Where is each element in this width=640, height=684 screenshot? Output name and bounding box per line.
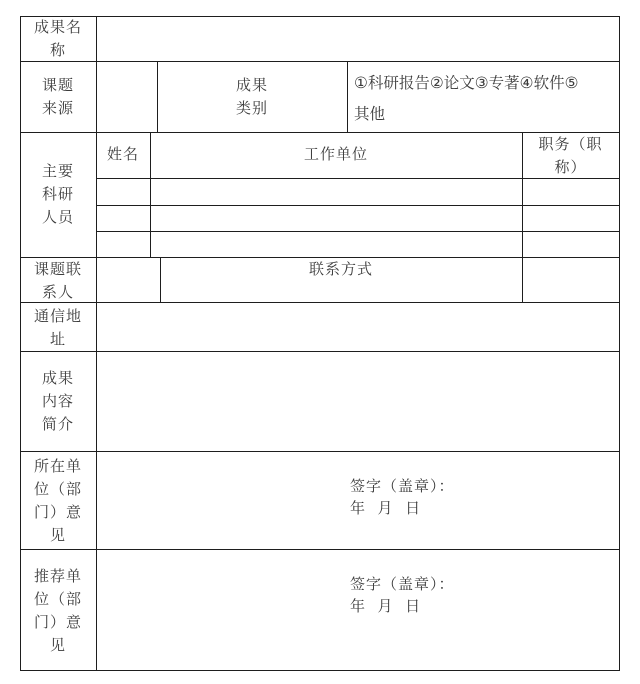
row-border	[20, 61, 619, 62]
recommend-opinion-label: 推荐单 位（部 门）意 见	[33, 567, 82, 654]
row-border	[20, 451, 619, 452]
result-name-label: 成果名 称	[33, 18, 82, 59]
row-border	[20, 670, 619, 671]
date-text-2: 年 月 日	[350, 597, 422, 615]
column-border	[96, 16, 97, 671]
row-border	[20, 351, 619, 352]
column-border	[347, 61, 348, 133]
date-text: 年 月 日	[350, 499, 422, 517]
row-border	[20, 549, 619, 550]
row-border	[96, 231, 619, 232]
column-border	[619, 16, 620, 671]
contact-method-label: 联系方式	[308, 260, 373, 278]
summary-label: 成果 内容 简介	[41, 369, 74, 433]
signature-text-2: 签字（盖章）：	[350, 575, 455, 593]
row-border	[96, 205, 619, 206]
category-options: ①科研报告②论文③专著④软件⑤ 其他	[354, 74, 579, 123]
researchers-label: 主要 科研 人员	[41, 162, 74, 226]
address-label: 通信地 址	[33, 307, 82, 348]
contact-label: 课题联 系人	[33, 260, 82, 301]
work-unit-header: 工作单位	[303, 145, 368, 163]
dept-opinion-label: 所在单 位（部 门）意 见	[33, 457, 82, 544]
title-header: 职务（职 称）	[538, 135, 603, 176]
topic-source-label: 课题 来源	[41, 76, 74, 117]
row-border	[20, 16, 619, 17]
row-border	[20, 302, 619, 303]
name-header: 姓名	[106, 145, 139, 163]
result-type-label: 成果 类别	[235, 76, 268, 117]
signature-text: 签字（盖章）：	[350, 477, 455, 495]
